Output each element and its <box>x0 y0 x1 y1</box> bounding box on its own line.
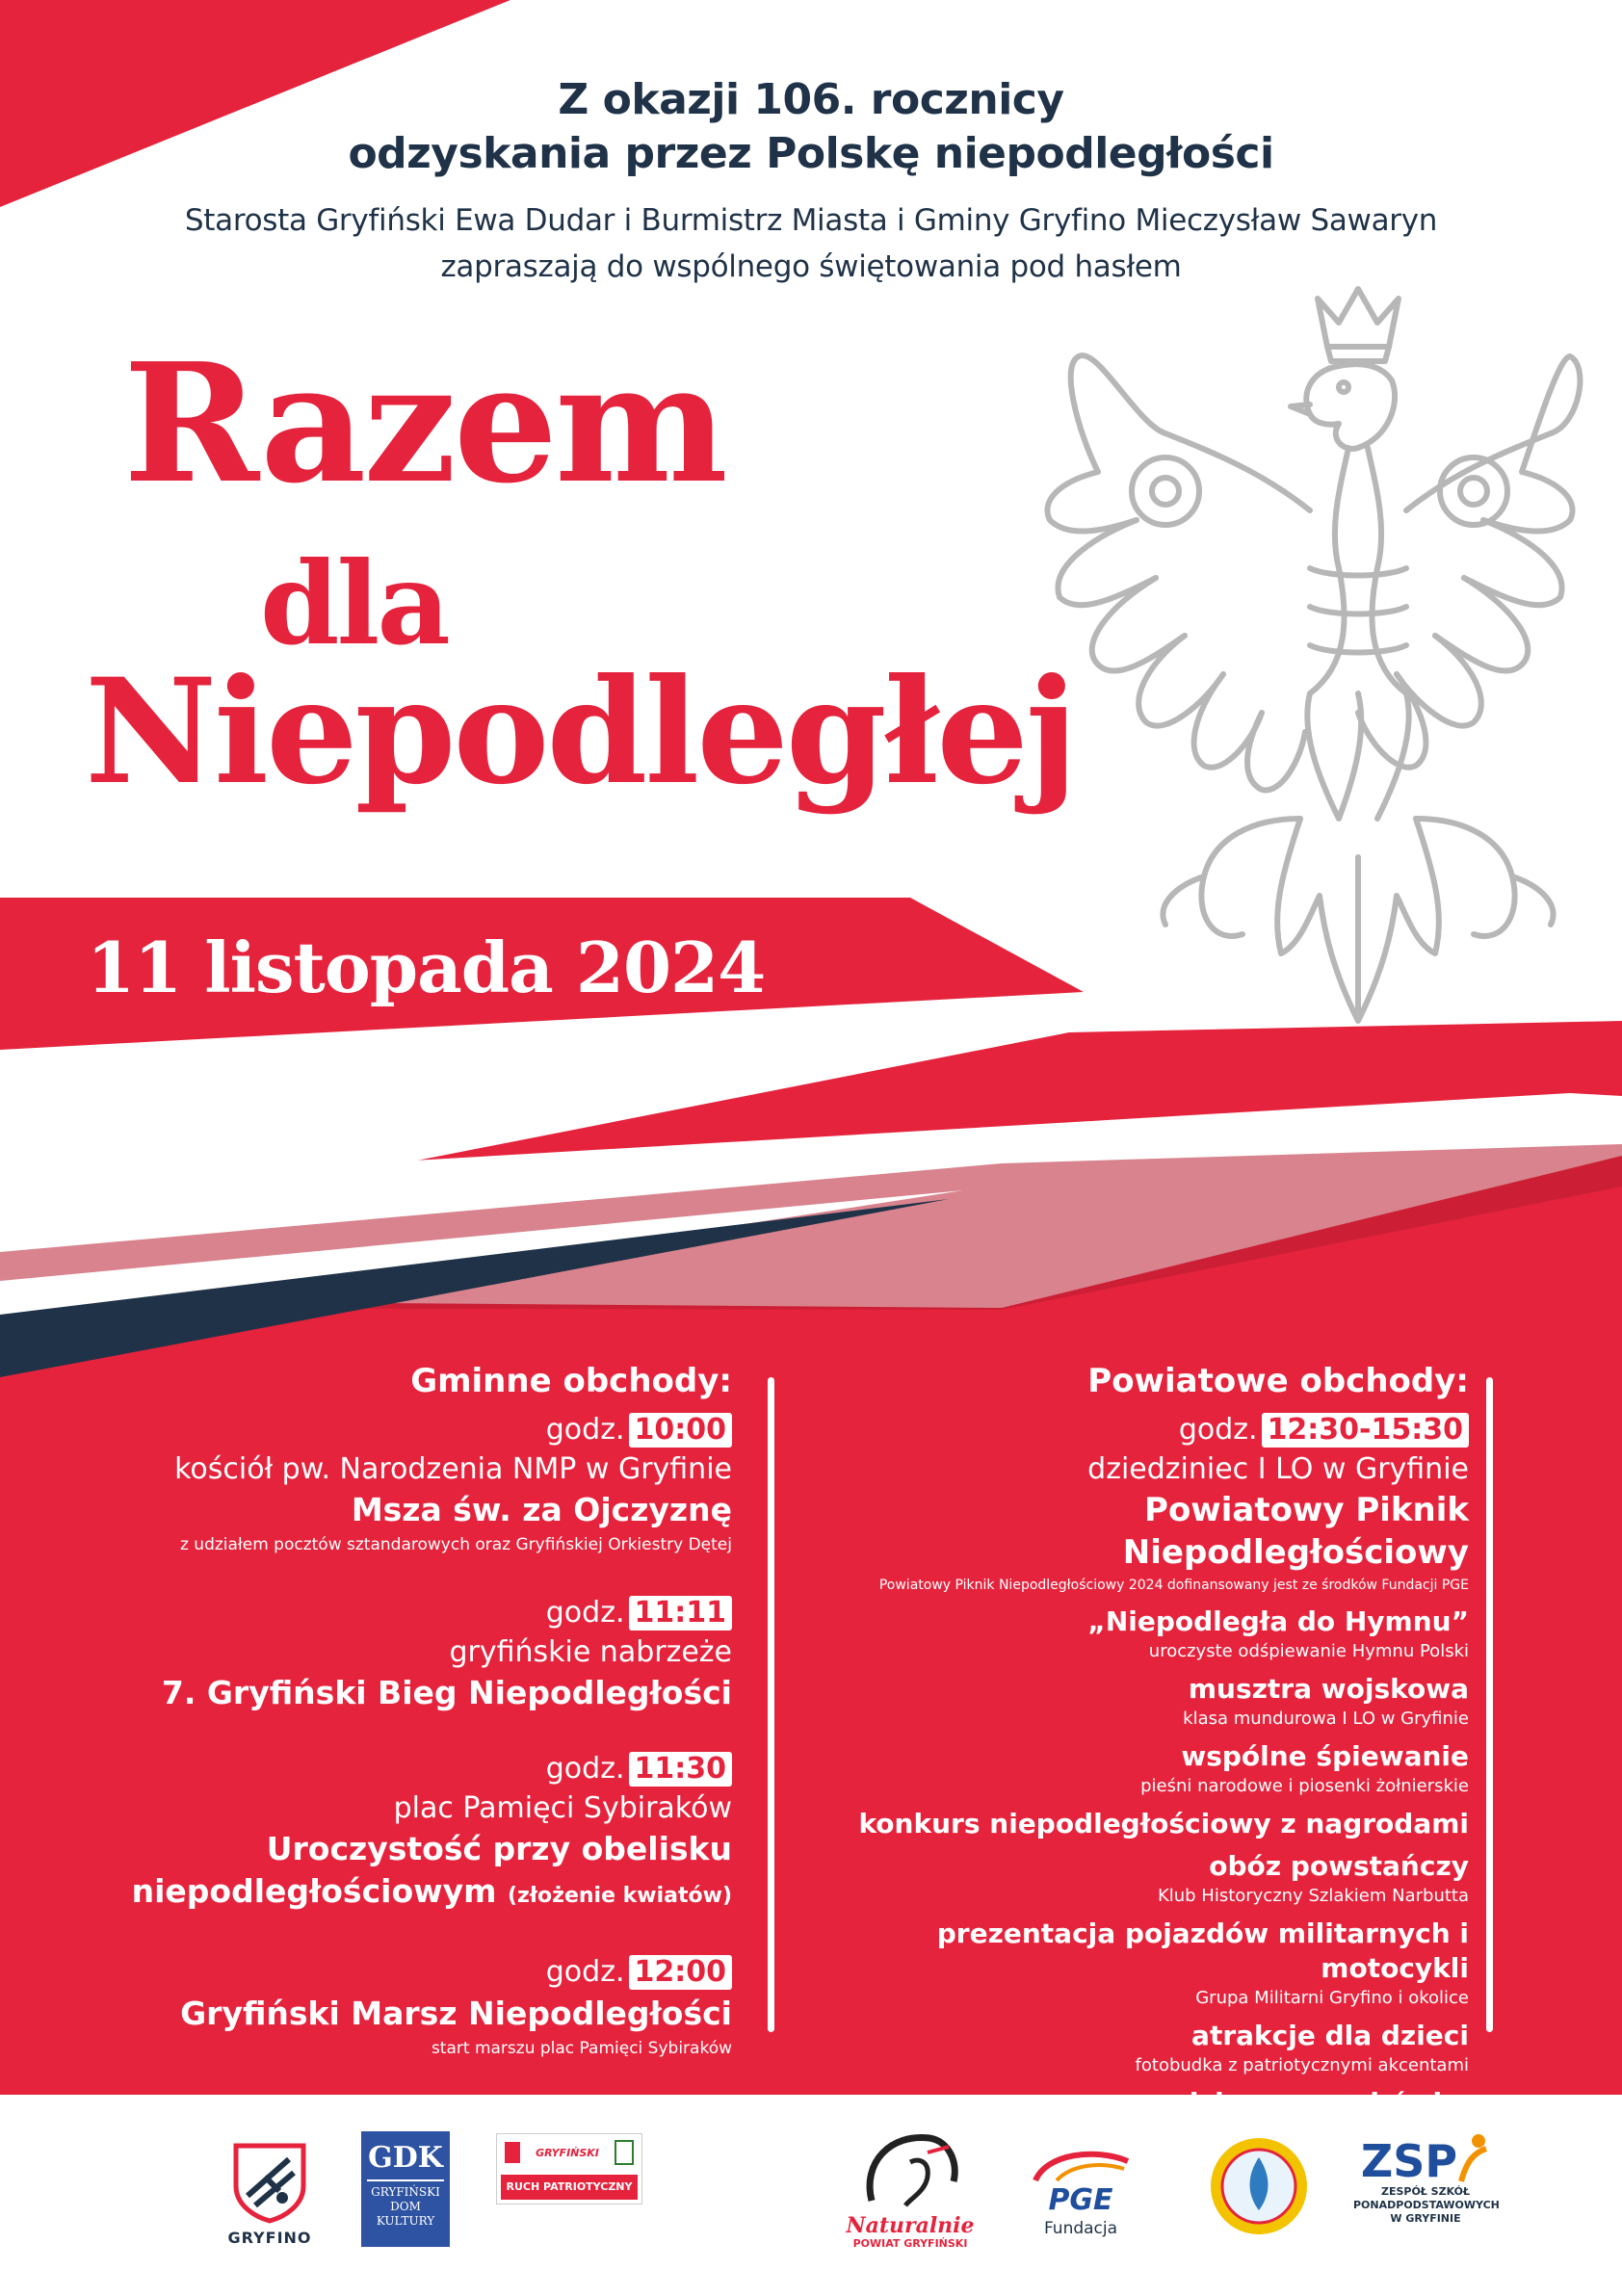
gminne-event-3b: niepodległościowym (złożenie kwiatów) <box>131 1872 732 1910</box>
powiatowe-event: Powiatowy Piknik Niepodległościowy <box>1122 1491 1469 1572</box>
powiatowe-funding: Powiatowy Piknik Niepodległościowy 2024 dofinansowany jest ze środków Fundacji PGE <box>878 1578 1469 1593</box>
header-line-4: zapraszają do wspólnego świętowania pod hasłem <box>440 249 1182 284</box>
flag-icon <box>505 2142 520 2163</box>
list-item: musztra wojskowa klasa mundurowa I LO w Gryfinie <box>1183 1673 1469 1729</box>
sponsor-logos <box>0 2095 1622 2296</box>
gminne-event-1: Msza św. za Ojczyznę <box>351 1491 732 1528</box>
gminne-event-2: 7. Gryfiński Bieg Niepodległości <box>161 1674 732 1711</box>
time-badge: 11:30 <box>629 1752 733 1787</box>
gminne-place-1: kościół pw. Narodzenia NMP w Gryfinie <box>174 1452 732 1486</box>
powiatowe-time: godz. 12:30-15:30 <box>852 1410 1469 1450</box>
gminne-column <box>116 1358 732 2062</box>
divider-left <box>768 1377 774 2032</box>
event-date: 11 listopada 2024 <box>87 926 766 1008</box>
time-badge: 12:00 <box>629 1955 733 1990</box>
logo-naturalnie: Naturalnie POWIAT GRYFIŃSKI <box>843 2124 978 2250</box>
title-line-2: dla <box>260 536 448 670</box>
header-line-3: Starosta Gryfiński Ewa Dudar i Burmistrz Miasta i Gminy Gryfino Mieczysław Sawaryn <box>184 203 1438 238</box>
logo-gryfino: GRYFINO <box>217 2138 323 2247</box>
list-item: wspólne śpiewanie pieśni narodowe i piosenki żołnierskie <box>1140 1740 1469 1796</box>
list-item: prezentacja pojazdów militarnych i motocykli Grupa Militarni Gryfino i okolice <box>936 1918 1469 2008</box>
time-badge: 12:30-15:30 <box>1262 1413 1469 1448</box>
gminne-time-2: godz. 11:11 <box>116 1593 732 1633</box>
gminne-time-4: godz. 12:00 <box>116 1952 732 1993</box>
list-item: konkurs niepodległościowy z nagrodami <box>858 1808 1469 1839</box>
gryfino-crest-icon <box>226 2138 313 2225</box>
list-item: atrakcje dla dzieci fotobudka z patriotycznymi akcentami <box>1135 2020 1469 2075</box>
stork-icon <box>852 2124 968 2210</box>
gminne-time-3: godz. 11:30 <box>116 1749 732 1789</box>
powiatowe-place: dziedziniec I LO w Gryfinie <box>1087 1452 1469 1486</box>
header-line-2: odzyskania przez Polskę niepodległości <box>348 129 1274 178</box>
pge-swoosh-icon <box>1028 2148 1134 2186</box>
list-item: obóz powstańczy Klub Historyczny Szlakiem Narbutta <box>1157 1850 1469 1906</box>
logo-school-badge <box>1206 2133 1312 2243</box>
powiatowe-items <box>852 1605 1469 2121</box>
title-line-1: Razem <box>123 327 725 520</box>
header-invitation <box>0 197 1622 290</box>
gminne-place-3: plac Pamięci Sybiraków <box>393 1791 732 1825</box>
gminne-time-1: godz. 10:00 <box>116 1410 732 1450</box>
school-badge-icon <box>1206 2133 1312 2239</box>
time-badge: 10:00 <box>629 1413 733 1448</box>
divider-right <box>1486 1377 1493 2032</box>
gminne-place-2: gryfińskie nabrzeże <box>449 1635 732 1669</box>
title-line-3: Niepodległej <box>85 647 1076 817</box>
gminne-note-4: start marszu plac Pamięci Sybiraków <box>431 2039 732 2058</box>
eagle-icon <box>1021 279 1599 1069</box>
gminne-note-1: z udziałem pocztów sztandarowych oraz Gryfińskiej Orkiestry Dętej <box>179 1535 732 1554</box>
header-line-1: Z okazji 106. rocznicy <box>558 75 1064 124</box>
time-badge: 11:11 <box>629 1596 733 1631</box>
list-item: wojskowa grochówka <box>1145 2087 1469 2119</box>
gminne-event-3: Uroczystość przy obelisku <box>266 1830 732 1867</box>
crest-icon <box>615 2140 634 2165</box>
logo-gdk: GDK GRYFIŃSKI DOM KULTURY <box>361 2131 450 2247</box>
gminne-event-4: Gryfiński Marsz Niepodległości <box>180 1995 732 2032</box>
header-heading <box>0 73 1622 181</box>
logo-zsp: ZSP ZESPÓŁ SZKÓŁ PONADPODSTAWOWYCH W GRYFINIE <box>1353 2131 1498 2226</box>
list-item: „Niepodległa do Hymnu” uroczyste odśpiewanie Hymnu Polski <box>1087 1605 1469 1661</box>
figure-icon <box>1457 2131 1490 2185</box>
logo-pge: PGE Fundacja <box>1023 2148 1138 2242</box>
powiatowe-column <box>852 1358 1469 2121</box>
gminne-heading: Gminne obchody: <box>410 1362 732 1400</box>
powiatowe-heading: Powiatowe obchody: <box>1087 1362 1469 1400</box>
logo-ruch-patriotyczny: GRYFIŃSKI RUCH PATRIOTYCZNY <box>496 2133 642 2205</box>
